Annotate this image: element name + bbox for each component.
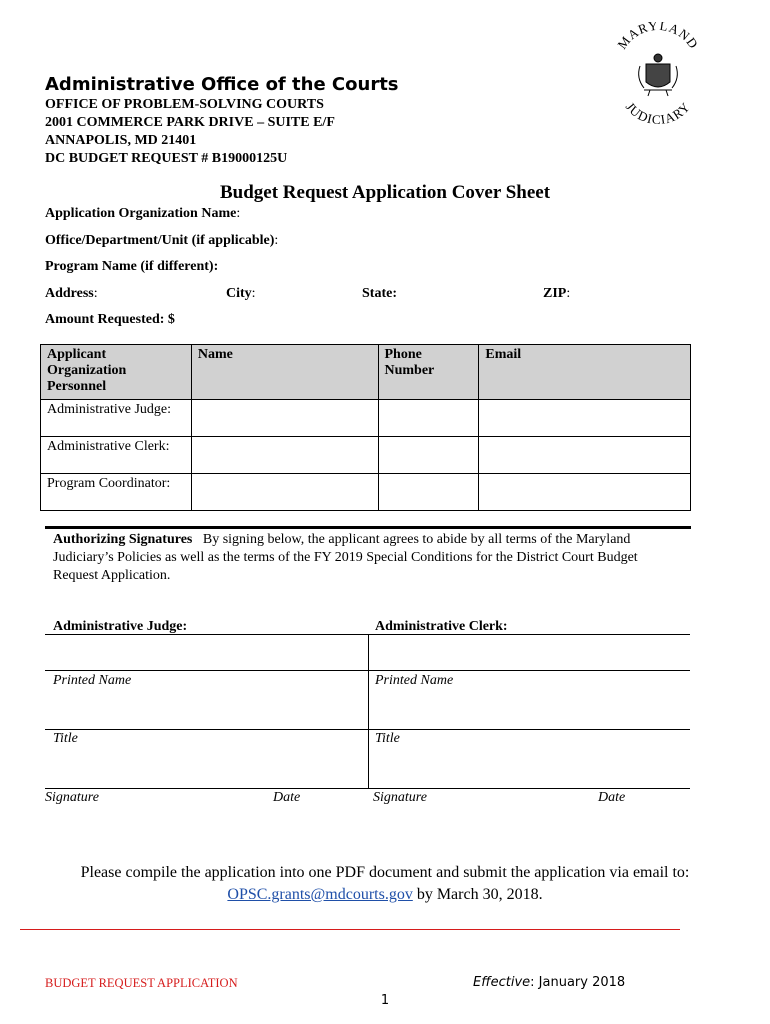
clerk-title-label: Title [375,731,400,746]
row-label: Administrative Clerk: [41,437,192,474]
office-name: OFFICE OF PROBLEM-SOLVING COURTS [45,97,324,112]
svg-text:JUDICIARY [623,99,694,127]
city-line: ANNAPOLIS, MD 21401 [45,133,197,148]
email-cell[interactable] [479,437,691,474]
footer-divider [20,929,680,930]
column-header: Name [191,345,378,400]
phone-cell[interactable] [378,474,479,511]
submission-email-link[interactable]: OPSC.grants@mdcourts.gov [227,886,413,903]
amount-requested-label: Amount Requested: $ [45,312,175,327]
city-label: City: [226,286,256,301]
authorizing-heading: Authorizing Signatures [53,532,193,547]
row-label: Program Coordinator: [41,474,192,511]
judge-title-label: Title [53,731,78,746]
clerk-date-label: Date [598,790,626,805]
address-label: Address: [45,286,98,301]
clerk-signature-heading: Administrative Clerk: [375,619,508,634]
signature-line [45,729,690,730]
effective-value: : January 2018 [530,975,626,990]
section-divider [45,526,691,529]
submission-note [30,862,740,906]
address-line: 2001 COMMERCE PARK DRIVE – SUITE E/F [45,115,335,130]
org-title: Administrative Office of the Courts [45,74,399,95]
table-row [41,437,691,474]
authorizing-text: By signing below, the applicant agrees to abide by all terms of the Maryland Judiciary’s Policies as well as the terms of the FY 2019 Special Conditions for the District Court Budget Request Application. [53,532,638,583]
column-header: Email [479,345,691,400]
column-header: Phone Number [378,345,479,400]
budget-request-number: DC BUDGET REQUEST # B19000125U [45,151,288,166]
judge-date-label: Date [273,790,301,805]
org-name-label: Application Organization Name: [45,206,241,221]
seal-top-text: MARYLAND [614,22,702,52]
signature-line [45,670,690,671]
page-title: Budget Request Application Cover Sheet [219,182,551,203]
judge-signature-label: Signature [45,790,99,805]
name-cell[interactable] [191,400,378,437]
office-label: Office/Department/Unit (if applicable): [45,233,279,248]
maryland-judiciary-seal [608,22,708,130]
clerk-printed-name-label: Printed Name [375,673,454,688]
name-cell[interactable] [191,474,378,511]
table-row [41,400,691,437]
seal-bottom-text: JUDICIARY [622,98,694,128]
submission-deadline: by March 30, 2018. [416,886,543,903]
name-cell[interactable] [191,437,378,474]
signature-divider [368,634,369,789]
phone-cell[interactable] [378,400,479,437]
clerk-signature-label: Signature [373,790,427,805]
personnel-table [40,344,691,511]
footer-label: BUDGET REQUEST APPLICATION [45,976,238,990]
zip-label: ZIP: [543,286,571,301]
svg-text:MARYLAND [614,22,701,52]
table-row [41,474,691,511]
state-label: State: [362,286,397,301]
effective-label: Effective [473,975,531,990]
email-cell[interactable] [479,474,691,511]
effective-date [473,975,625,990]
submission-instructions: Please compile the application into one PDF document and submit the application via email to: [80,864,690,881]
page-number: 1 [380,993,390,1008]
column-header: Applicant Organization Personnel [41,345,192,400]
program-name-label: Program Name (if different): [45,259,219,274]
email-cell[interactable] [479,400,691,437]
row-label: Administrative Judge: [41,400,192,437]
judge-printed-name-label: Printed Name [53,673,132,688]
authorizing-paragraph [53,531,685,585]
phone-cell[interactable] [378,437,479,474]
signature-line [45,788,690,789]
judge-signature-heading: Administrative Judge: [53,619,188,634]
table-header-row [41,345,691,400]
